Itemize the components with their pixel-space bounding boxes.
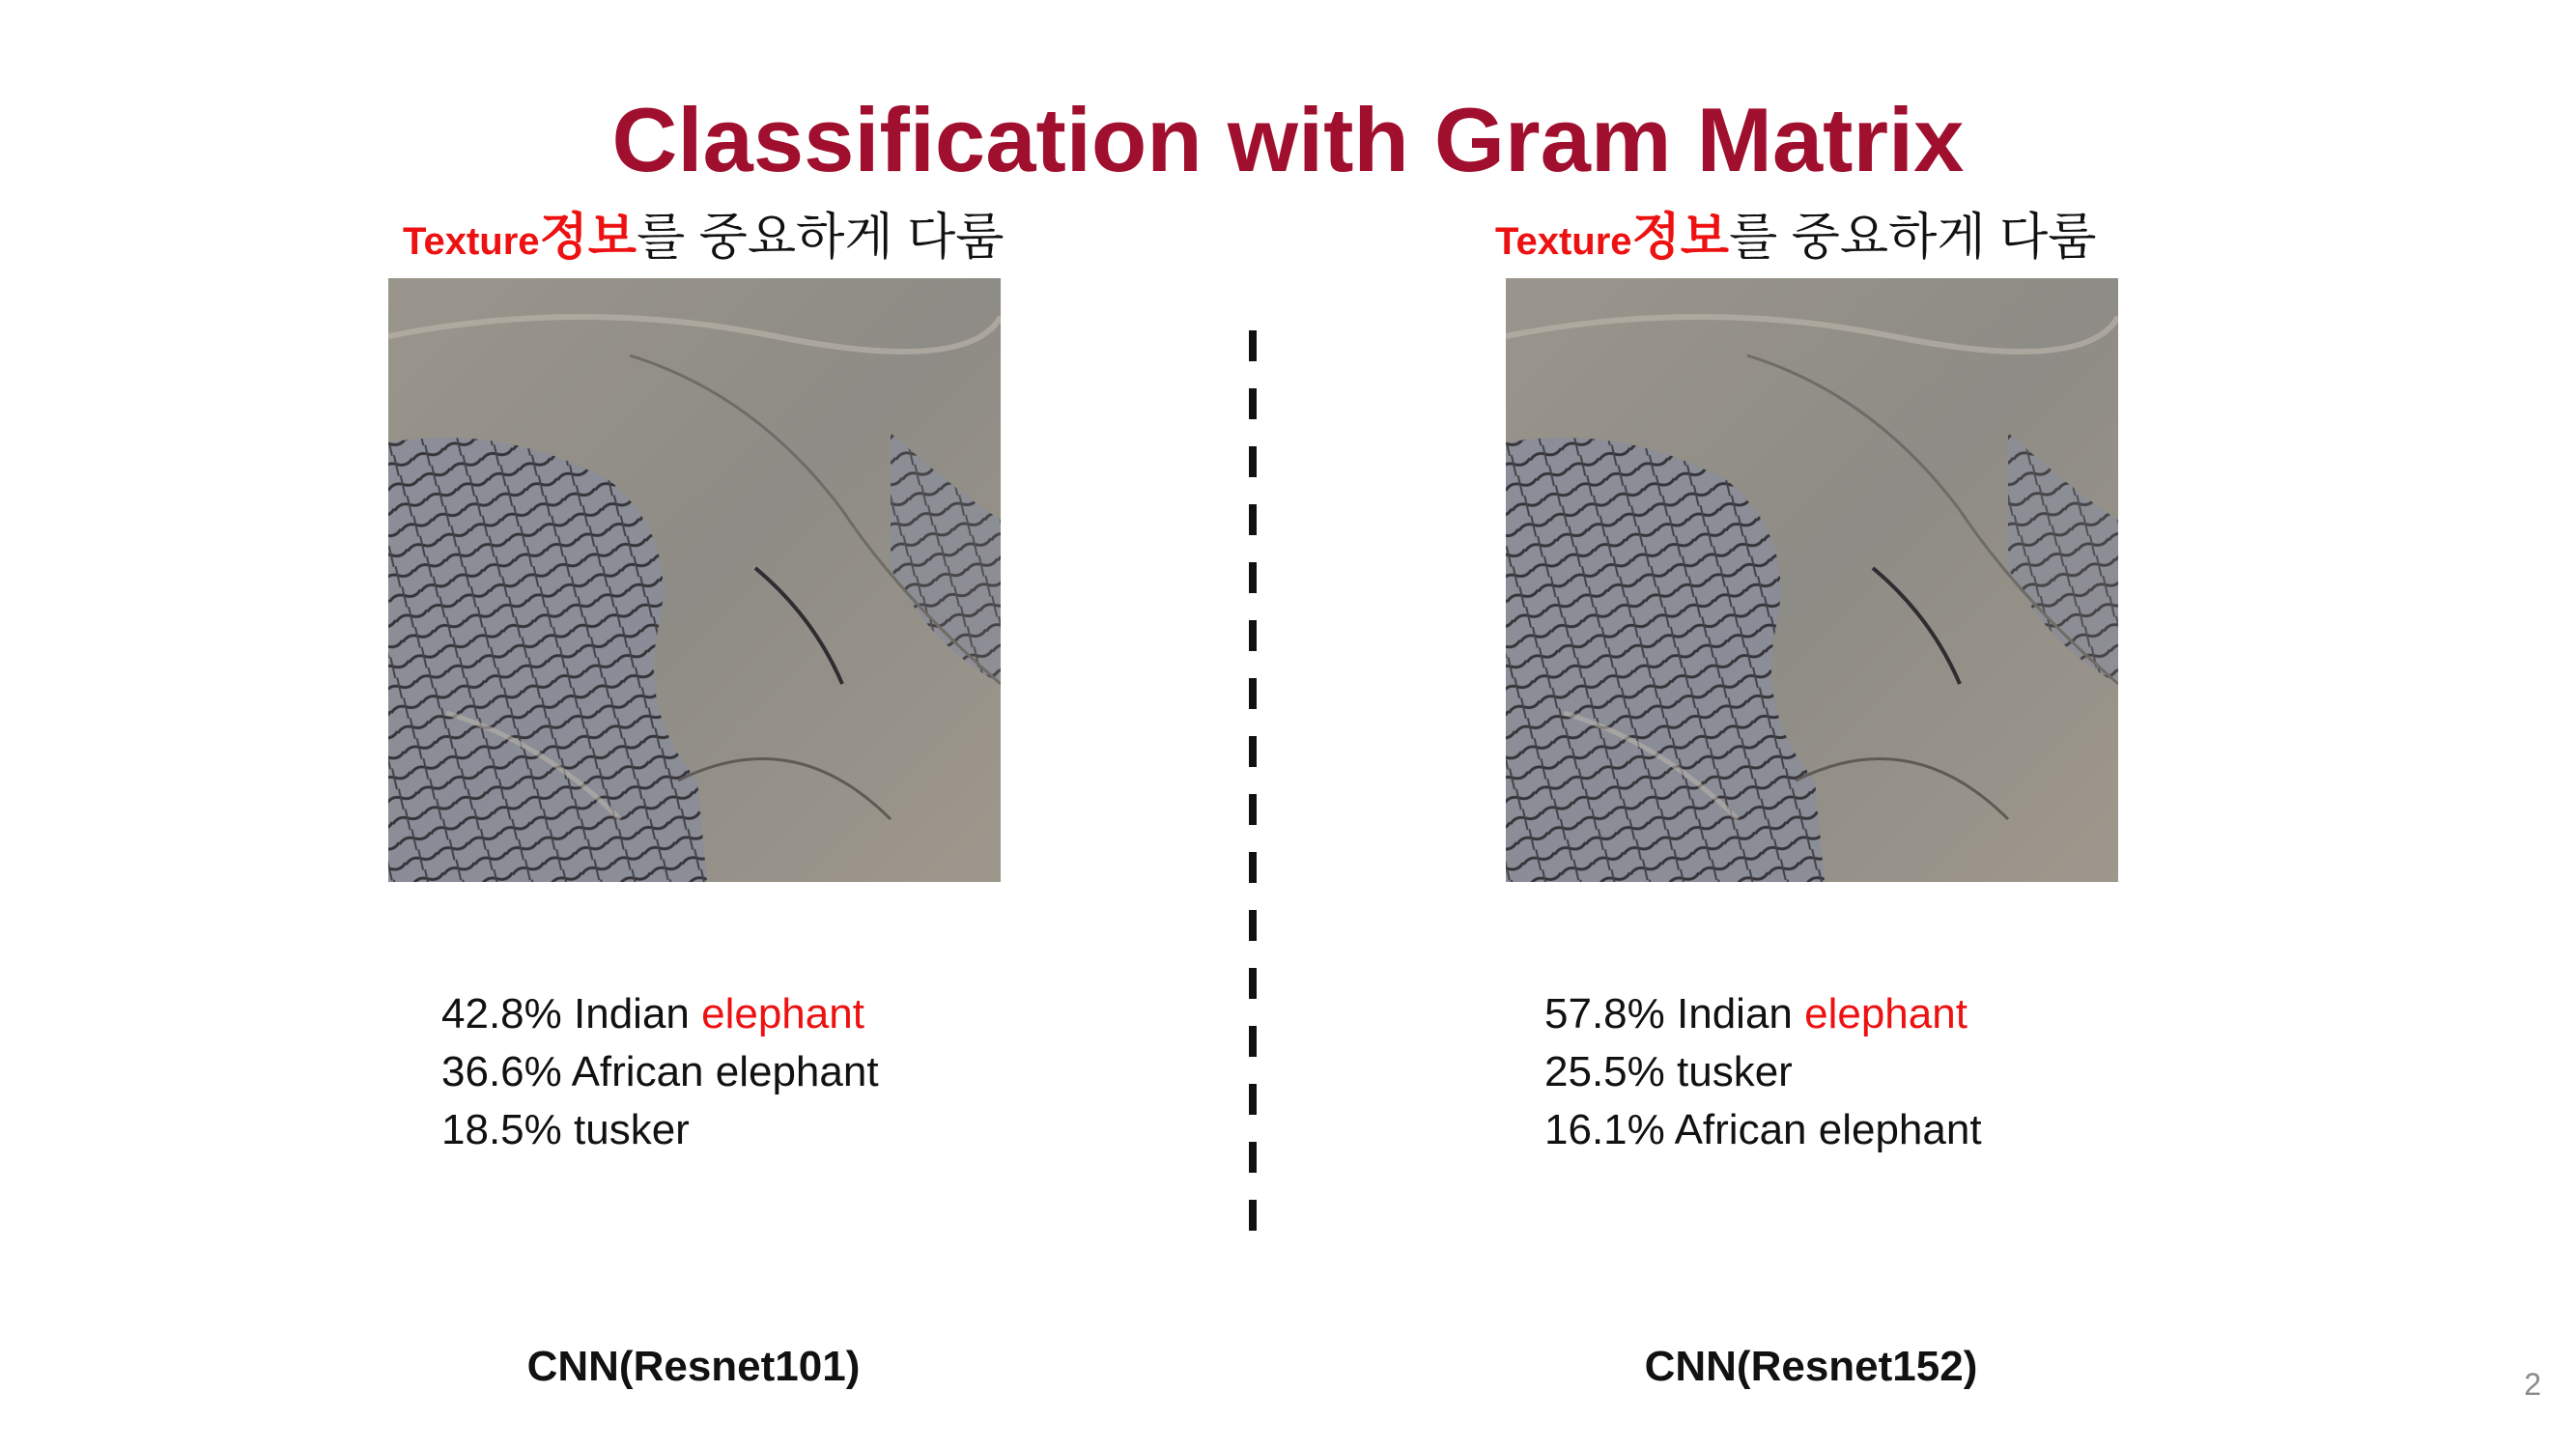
subtitle-rest: 를 중요하게 다룸 (637, 210, 1005, 266)
prediction-row (441, 985, 879, 1043)
elephant-texture-image-right (1506, 278, 2118, 882)
subtitle-texture-word: Texture (1495, 220, 1632, 263)
prediction-percent: 18.5% (441, 1106, 562, 1153)
model-label-left: CNN(Resnet101) (526, 1343, 861, 1390)
prediction-row (441, 1043, 879, 1101)
predictions-left (441, 985, 879, 1159)
page-number: 2 (2524, 1367, 2541, 1402)
prediction-row (1544, 1101, 1982, 1159)
subtitle-left (403, 206, 1005, 273)
prediction-label-highlight: elephant (1804, 990, 1967, 1037)
prediction-label: tusker (1677, 1048, 1793, 1095)
prediction-label: African elephant (1674, 1106, 1982, 1153)
subtitle-texture-word: Texture (403, 220, 540, 263)
prediction-label: Indian (1677, 990, 1805, 1037)
prediction-label: African elephant (571, 1048, 879, 1095)
subtitle-rest: 를 중요하게 다룸 (1729, 210, 2097, 266)
model-label-right: CNN(Resnet152) (1644, 1343, 1978, 1390)
slide-title: Classification with Gram Matrix (611, 89, 1965, 190)
prediction-label: Indian (574, 990, 702, 1037)
texture-svg-right (1506, 278, 2118, 882)
subtitle-info-word: 정보 (1631, 210, 1729, 266)
prediction-label: tusker (574, 1106, 690, 1153)
prediction-percent: 42.8% (441, 990, 562, 1037)
dashed-divider (1249, 330, 1257, 1238)
prediction-percent: 25.5% (1544, 1048, 1665, 1095)
predictions-right (1544, 985, 1982, 1159)
prediction-percent: 36.6% (441, 1048, 562, 1095)
texture-svg-left (388, 278, 1001, 882)
prediction-row (1544, 985, 1982, 1043)
elephant-texture-image-left (388, 278, 1001, 882)
prediction-percent: 16.1% (1544, 1106, 1665, 1153)
prediction-row (1544, 1043, 1982, 1101)
prediction-percent: 57.8% (1544, 990, 1665, 1037)
prediction-label-highlight: elephant (701, 990, 864, 1037)
prediction-row (441, 1101, 879, 1159)
subtitle-right (1495, 206, 2097, 273)
subtitle-info-word: 정보 (539, 210, 637, 266)
